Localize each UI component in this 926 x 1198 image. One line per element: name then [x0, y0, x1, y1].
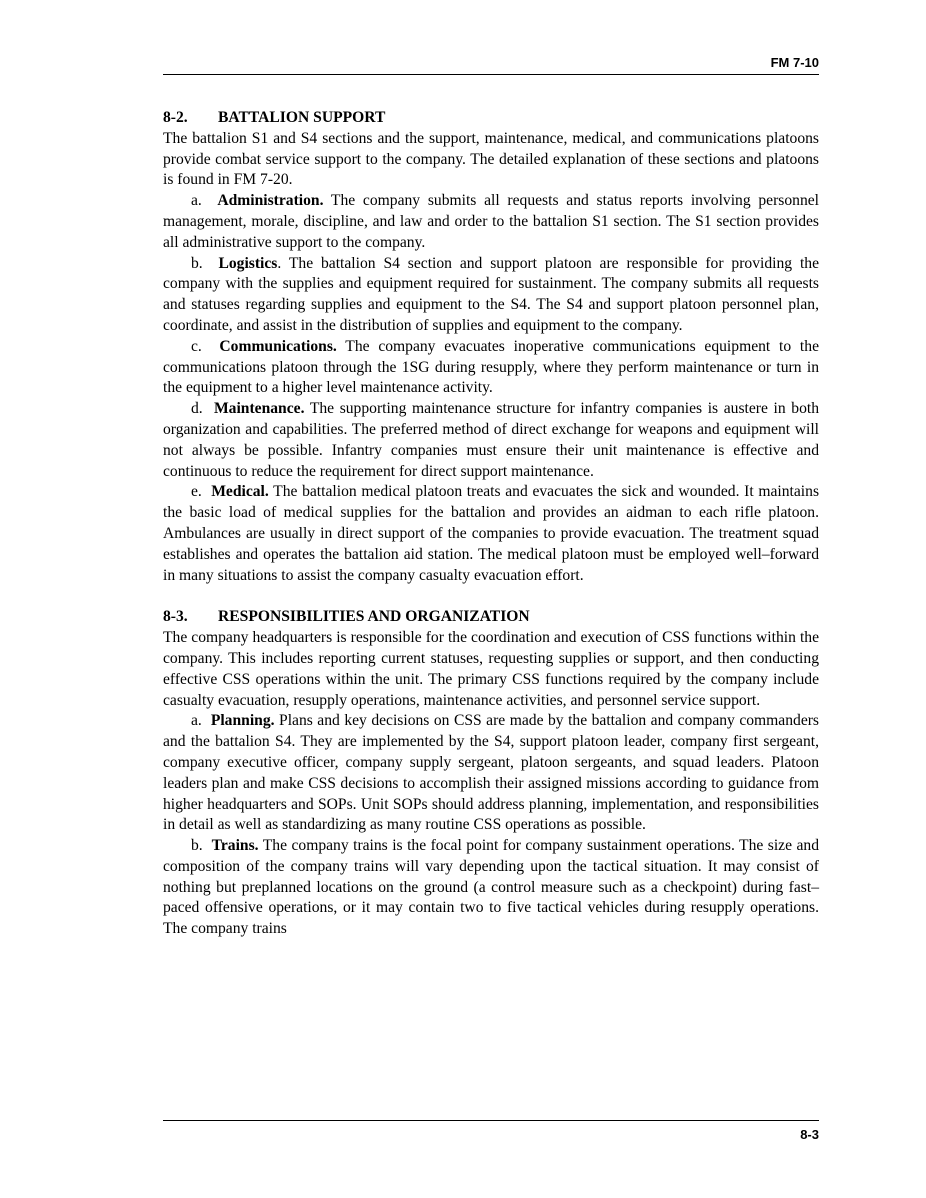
section-heading-8-2	[163, 108, 819, 129]
paragraph-text: The supporting maintenance structure for infantry companies is austere in both organization and capabilities. The preferred method of direct exchange for weapons and equipment will not always be possible. Infantry companies must ensure their unit maintenance is effective and continuous to reduce the requirement for direct support maintenance.	[163, 400, 819, 480]
paragraph-marker: a.	[191, 192, 202, 210]
paragraph-trains	[163, 836, 819, 940]
paragraph-administration	[163, 191, 819, 253]
paragraph-text: Plans and key decisions on CSS are made by the battalion and company commanders and the battalion S4. They are implemented by the S4, support platoon leader, company first sergeant, company executive officer, company supply sergeant, platoon sergeants, and squad leaders. Platoon leaders plan and make CSS decisions to accomplish their assigned missions according to guidance from higher headquarters and SOPs. Unit SOPs should address planning, implementation, and responsibilities in detail as well as standardizing as many routine CSS operations as possible.	[163, 712, 820, 834]
paragraph-logistics	[163, 254, 819, 337]
section-spacer	[163, 586, 819, 607]
paragraph-text: The company trains is the focal point for company sustainment operations. The size and composition of the company trains will vary depending upon the tactical situation. It may consist of nothing but preplanned locations on the ground (a control measure such as a checkpoint) during fast–paced offensive operations, or it may contain two to five tactical vehicles during resupply operations. The company trains	[163, 837, 819, 938]
paragraph-medical	[163, 482, 819, 586]
footer-rule	[163, 1120, 819, 1121]
paragraph-term: Administration.	[217, 192, 324, 210]
section-number: 8-3.	[163, 608, 188, 626]
section-intro-paragraph: The company headquarters is responsible for the coordination and execution of CSS functions within the company. This includes reporting current statuses, requesting supplies or support, and then conducting effective CSS operations within the unit. The primary CSS functions required by the company include casualty evacuation, resupply operations, maintenance activities, and personnel service support.	[163, 629, 819, 709]
section-number: 8-2.	[163, 109, 188, 126]
paragraph-marker: d.	[191, 400, 203, 418]
paragraph-marker: a.	[191, 712, 202, 730]
paragraph-term: Communications.	[219, 337, 337, 355]
paragraph-planning	[163, 711, 819, 836]
running-header: FM 7-10	[770, 55, 819, 70]
paragraph-marker: b.	[191, 837, 203, 855]
page-number: 8-3	[800, 1127, 819, 1142]
paragraph-text: The battalion medical platoon treats and evacuates the sick and wounded. It maintains the basic load of medical supplies for the battalion and provides an aidman to each rifle platoon. Ambulances are usually in direct support of the companies to provide evacuation. The treatment squad establishes and operates the battalion aid station. The medical platoon must be employed well–forward in many situations to assist the company casualty evacuation effort.	[163, 483, 820, 584]
paragraph-text: . The battalion S4 section and support platoon are responsible for providing the company with the supplies and equipment required for sustainment. The company submits all requests and statuses regarding supplies and equipment to the S4. The S4 and support platoon personnel plan, coordinate, and assist in the distribution of supplies and equipment to the company.	[163, 254, 819, 334]
section-title: BATTALION SUPPORT	[218, 109, 386, 126]
paragraph-term: Planning.	[210, 712, 275, 730]
paragraph-marker: e.	[191, 483, 202, 501]
paragraph-text: The company submits all requests and status reports involving personnel management, morale, discipline, and law and order to the battalion S1 section. The S1 section provides all administrative support to the company.	[163, 192, 819, 251]
paragraph-text: The company evacuates inoperative communications equipment to the communications platoon through the 1SG during resupply, where they perform maintenance or turn in the equipment to a higher level maintenance activity.	[163, 337, 819, 397]
header-rule	[163, 74, 819, 75]
page-body	[163, 108, 819, 940]
section-title: RESPONSIBILITIES AND ORGANIZATION	[218, 608, 530, 626]
paragraph-term: Logistics	[218, 254, 278, 272]
paragraph-term: Trains.	[211, 837, 259, 855]
paragraph-communications	[163, 337, 819, 399]
paragraph-term: Medical.	[211, 483, 269, 501]
paragraph-maintenance	[163, 399, 819, 482]
paragraph-marker: c.	[191, 337, 202, 355]
paragraph-marker: b.	[191, 254, 203, 272]
section-heading-8-3	[163, 607, 819, 628]
paragraph-term: Maintenance.	[213, 400, 305, 418]
section-intro-paragraph: The battalion S1 and S4 sections and the support, maintenance, medical, and communications platoons provide combat service support to the company. The detailed explanation of these sections and platoons is found in FM 7-20.	[163, 129, 819, 189]
